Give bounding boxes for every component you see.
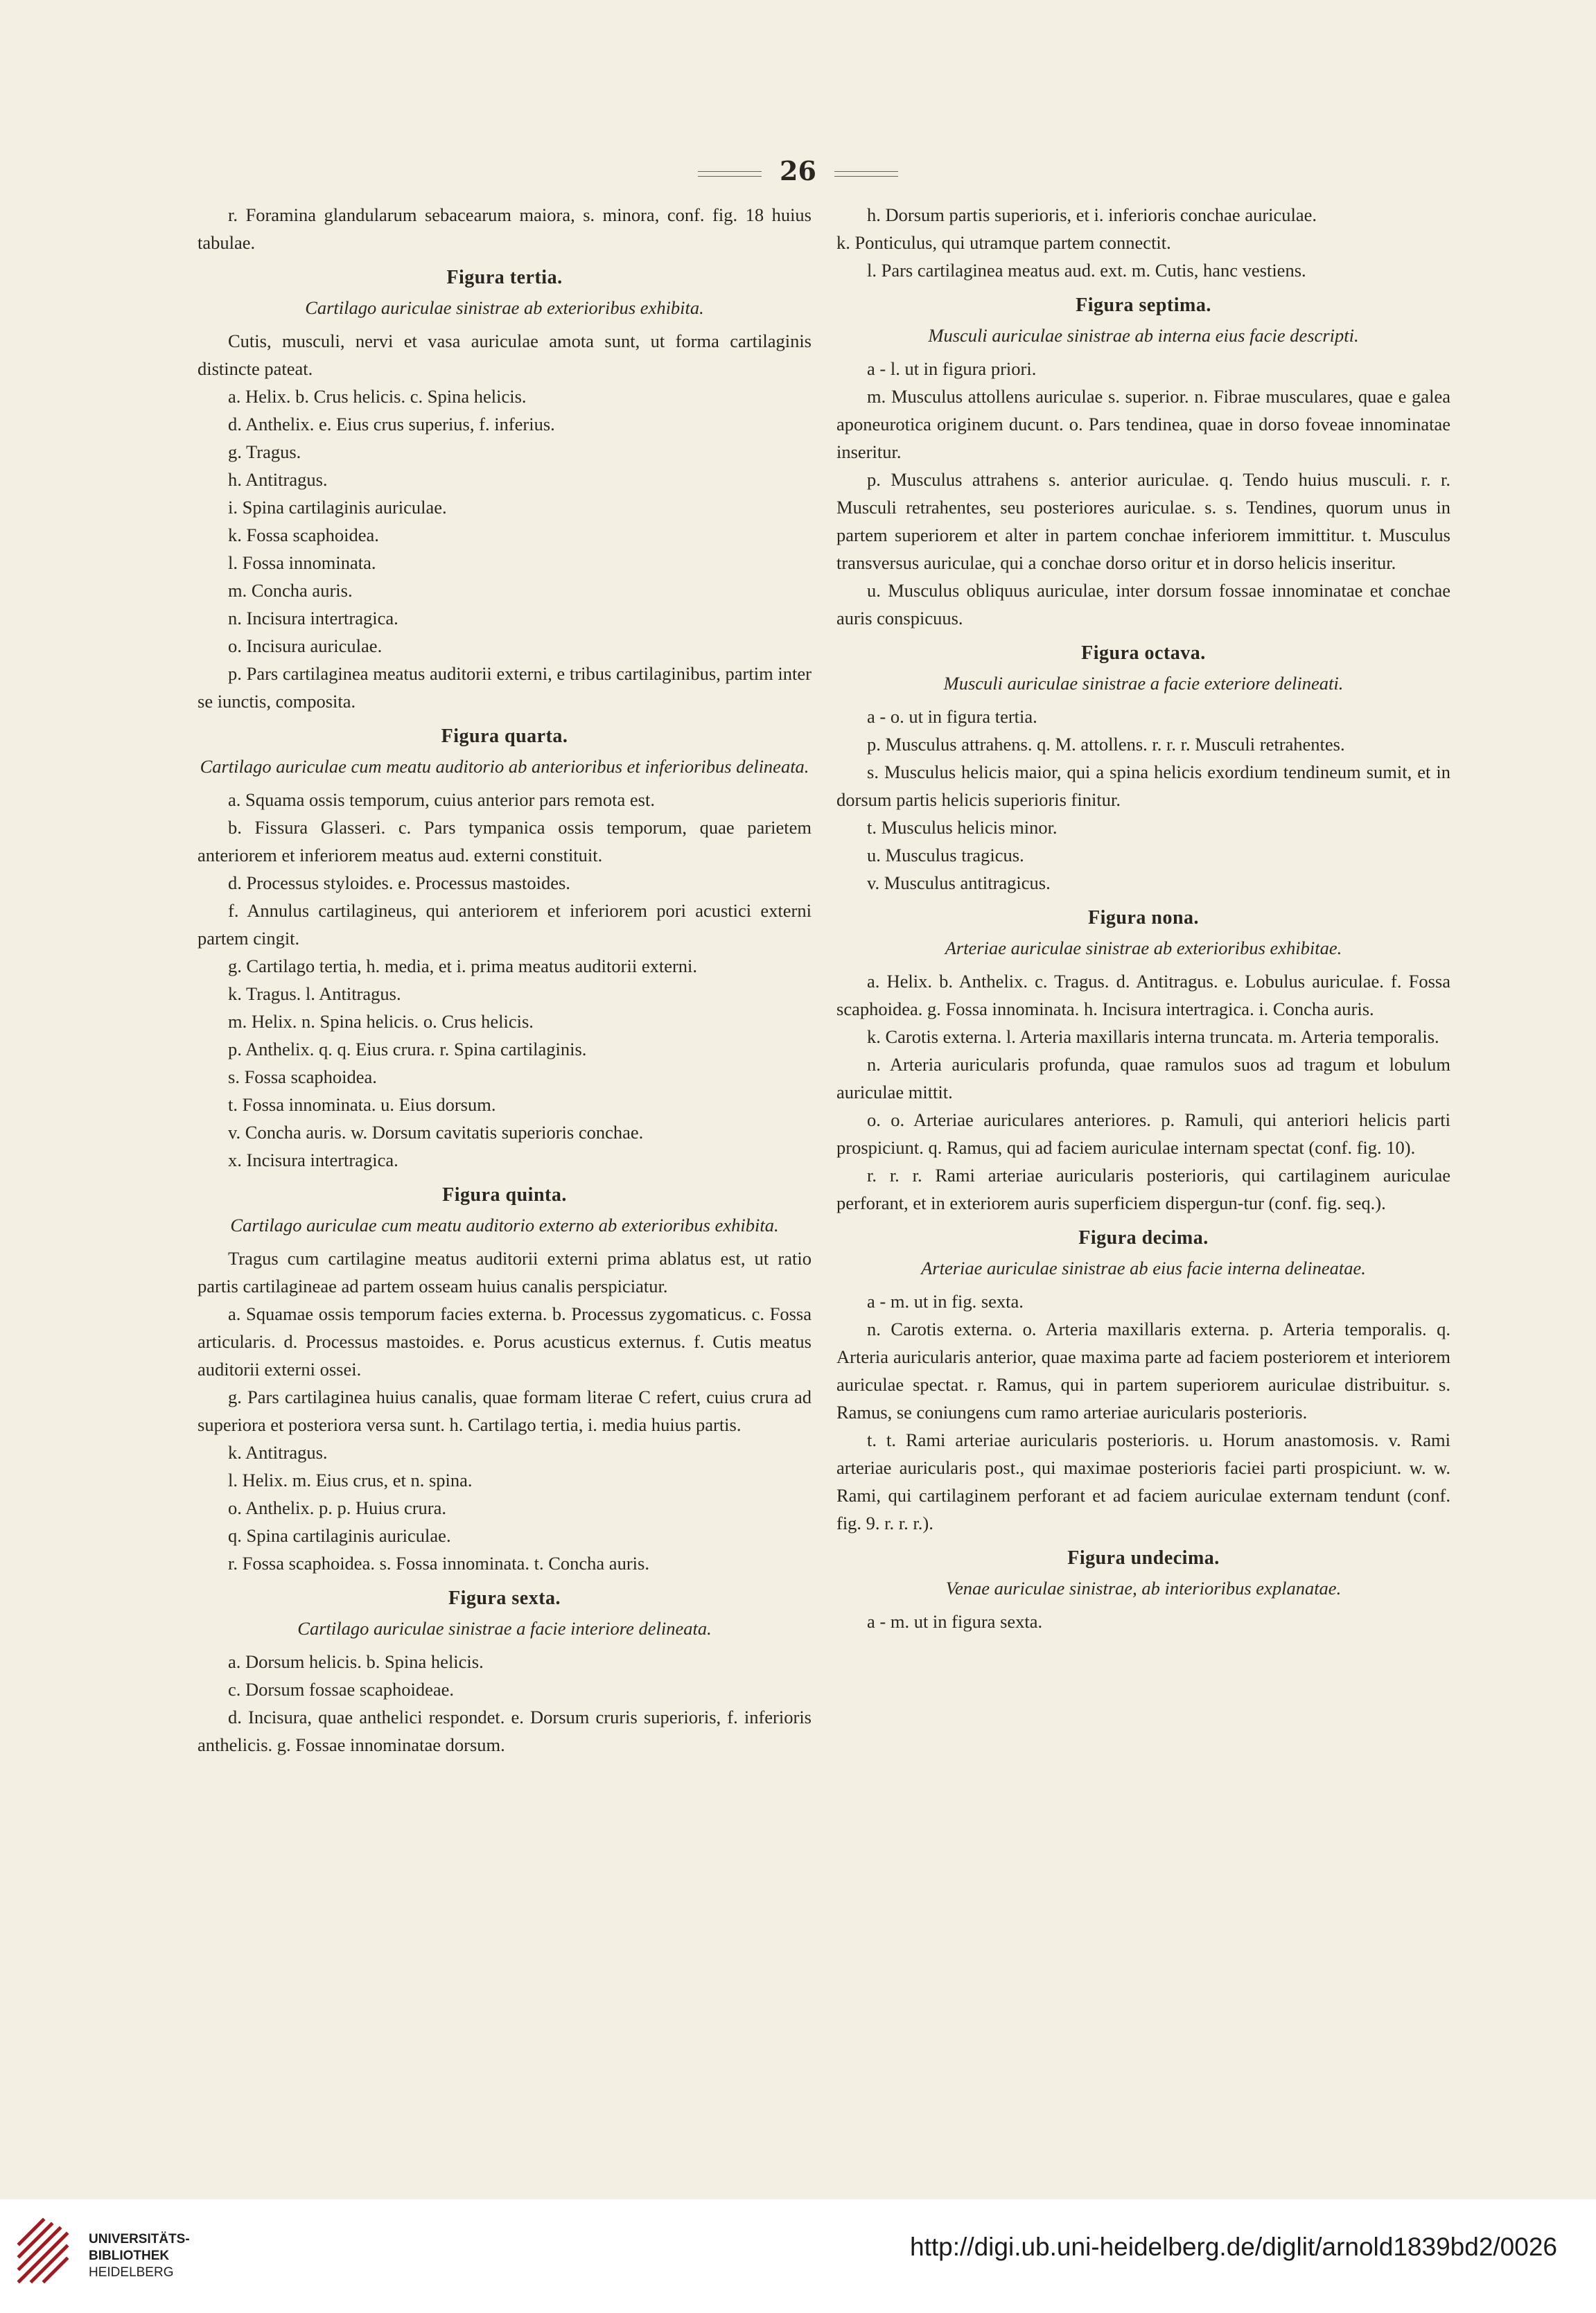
right-column bbox=[836, 201, 1450, 1635]
right-column-paragraph: n. Carotis externa. o. Arteria maxillaris externa. p. Arteria temporalis. q. Arteria auricularis anterior, quae maxima parte ad faciem posteriorem et interiorem auriculae spectat. r. Ramus, qui in partem superiorem auriculae distribuitur. s. Ramus, se coniungens cum ramo arteriae auricularis posterioris. bbox=[836, 1319, 1450, 1423]
left-column bbox=[198, 201, 812, 1759]
left-column-paragraph: d. Processus styloides. e. Processus mastoides. bbox=[228, 872, 570, 893]
right-column-paragraph: a. Helix. b. Anthelix. c. Tragus. d. Antitragus. e. Lobulus auriculae. f. Fossa scaphoidea. g. Fossa innominata. h. Incisura intertragica. i. Concha auris. bbox=[836, 971, 1450, 1019]
left-column-paragraph: k. Fossa scaphoidea. bbox=[228, 525, 379, 545]
left-column-paragraph: d. Anthelix. e. Eius crus superius, f. inferius. bbox=[228, 414, 555, 434]
left-column-paragraph: c. Dorsum fossae scaphoideae. bbox=[228, 1679, 454, 1700]
figure-caption: Musculi auriculae sinistrae ab interna eius facie descripti. bbox=[928, 325, 1359, 346]
left-column-paragraph: Tragus cum cartilagine meatus auditorii externi prima ablatus est, ut ratio partis cartilagineae ad partem osseam huius canalis perspiciatur. bbox=[198, 1248, 812, 1296]
right-column-paragraph: l. Pars cartilaginea meatus aud. ext. m. Cutis, hanc vestiens. bbox=[867, 260, 1306, 281]
right-column-paragraph: u. Musculus obliquus auriculae, inter dorsum fossae innominatae et conchae auris conspicuus. bbox=[836, 580, 1450, 628]
library-name-line-3: HEIDELBERG bbox=[89, 2265, 174, 2280]
left-column-paragraph: v. Concha auris. w. Dorsum cavitatis superioris conchae. bbox=[228, 1122, 644, 1143]
left-column-paragraph: i. Spina cartilaginis auriculae. bbox=[228, 497, 447, 518]
library-name-line-2: BIBLIOTHEK bbox=[89, 2249, 170, 2263]
figure-heading: Figura nona. bbox=[1087, 907, 1200, 929]
figure-heading: Figura octava. bbox=[1081, 642, 1206, 664]
figure-heading: Figura undecima. bbox=[1067, 1547, 1220, 1569]
right-column-paragraph: r. r. r. Rami arteriae auricularis posterioris, qui cartilaginem auriculae perforant, et in exteriorem auris superficiem dispergun-tur (conf. fig. seq.). bbox=[836, 1165, 1450, 1213]
left-column-paragraph: a. Squama ossis temporum, cuius anterior pars remota est. bbox=[228, 789, 655, 810]
figure-caption: Cartilago auriculae cum meatu auditorio ab anterioribus et inferioribus delineata. bbox=[200, 756, 809, 777]
left-column-paragraph: f. Annulus cartilagineus, qui anteriorem et inferiorem pori acustici externi partem cingit. bbox=[198, 900, 812, 949]
library-name-line-1: UNIVERSITÄTS- bbox=[89, 2232, 190, 2246]
left-column-paragraph: b. Fissura Glasseri. c. Pars tympanica ossis temporum, quae parietem anteriorem et inferiorem meatus aud. externi constituit. bbox=[198, 817, 812, 865]
left-column-paragraph: l. Helix. m. Eius crus, et n. spina. bbox=[228, 1470, 473, 1490]
left-column-paragraph: l. Fossa innominata. bbox=[228, 552, 376, 573]
left-column-paragraph: Cutis, musculi, nervi et vasa auriculae amota sunt, ut forma cartilaginis distincte pateat. bbox=[198, 331, 812, 379]
right-column-paragraph: k. Ponticulus, qui utramque partem connectit. bbox=[836, 232, 1171, 253]
library-logo-icon bbox=[15, 2216, 71, 2285]
left-column-paragraph: p. Pars cartilaginea meatus auditorii externi, e tribus cartilaginibus, partim inter se iunctis, composita. bbox=[198, 663, 812, 712]
left-column-paragraph: a. Dorsum helicis. b. Spina helicis. bbox=[228, 1651, 484, 1672]
figure-caption: Cartilago auriculae sinistrae ab exterioribus exhibita. bbox=[305, 297, 704, 318]
figure-caption: Arteriae auriculae sinistrae ab exterioribus exhibitae. bbox=[945, 938, 1342, 958]
left-column-paragraph: o. Anthelix. p. p. Huius crura. bbox=[228, 1497, 447, 1518]
left-column-paragraph: k. Tragus. l. Antitragus. bbox=[228, 983, 401, 1004]
permalink-link[interactable]: http://digi.ub.uni-heidelberg.de/diglit/arnold1839bd2/0026 bbox=[910, 2233, 1557, 2261]
figure-heading: Figura septima. bbox=[1076, 294, 1211, 316]
left-column-paragraph: p. Anthelix. q. q. Eius crura. r. Spina cartilaginis. bbox=[228, 1039, 587, 1059]
left-column-paragraph: g. Tragus. bbox=[228, 441, 301, 462]
right-column-paragraph: v. Musculus antitragicus. bbox=[867, 872, 1051, 893]
figure-caption: Cartilago auriculae cum meatu auditorio externo ab exterioribus exhibita. bbox=[230, 1215, 779, 1235]
right-column-paragraph: p. Musculus attrahens s. anterior auriculae. q. Tendo huius musculi. r. r. Musculi retrahentes, seu posteriores auriculae. s. s. Tendines, quorum unus in partem superiorem et alter in partem conchae inferiorem immittitur. t. Musculus transversus auriculae, qui a conchae dorso oritur et in dorso helicis inseritur. bbox=[836, 469, 1450, 573]
right-column-paragraph: m. Musculus attollens auriculae s. superior. n. Fibrae musculares, quae e galea aponeurotica originem ducunt. o. Pars tendinea, quae in dorso foveae innominatae inseritur. bbox=[836, 386, 1450, 462]
left-column-paragraph: o. Incisura auriculae. bbox=[228, 635, 383, 656]
left-column-paragraph: k. Antitragus. bbox=[228, 1442, 328, 1463]
left-column-paragraph: a. Squamae ossis temporum facies externa. b. Processus zygomaticus. c. Fossa articularis. d. Processus mastoides. e. Porus acusticus externus. f. Cutis meatus auditorii externi ossei. bbox=[198, 1303, 812, 1380]
left-column-paragraph: m. Helix. n. Spina helicis. o. Crus helicis. bbox=[228, 1011, 534, 1032]
library-name bbox=[89, 2231, 190, 2281]
right-column-paragraph: o. o. Arteriae auriculares anteriores. p. Ramuli, qui anteriori helicis parti prospiciunt. q. Ramus, qui ad faciem auriculae internam spectat (conf. fig. 10). bbox=[836, 1109, 1450, 1158]
figure-caption: Musculi auriculae sinistrae a facie exteriore delineati. bbox=[943, 673, 1344, 694]
left-column-paragraph: n. Incisura intertragica. bbox=[228, 608, 398, 628]
figure-caption: Cartilago auriculae sinistrae a facie interiore delineata. bbox=[297, 1618, 712, 1639]
left-column-paragraph: t. Fossa innominata. u. Eius dorsum. bbox=[228, 1094, 496, 1115]
right-column-paragraph: t. Musculus helicis minor. bbox=[867, 817, 1058, 838]
right-column-paragraph: n. Arteria auricularis profunda, quae ramulos suos ad tragum et lobulum auriculae mittit. bbox=[836, 1054, 1450, 1102]
left-column-paragraph: g. Cartilago tertia, h. media, et i. prima meatus auditorii externi. bbox=[228, 956, 698, 976]
right-column-paragraph: u. Musculus tragicus. bbox=[867, 845, 1024, 865]
right-column-paragraph: s. Musculus helicis maior, qui a spina helicis exordium tendineum sumit, et in dorsum partis helicis superioris finitur. bbox=[836, 762, 1450, 810]
right-column-paragraph: h. Dorsum partis superioris, et i. inferioris conchae auriculae. bbox=[867, 204, 1317, 225]
figure-heading: Figura sexta. bbox=[448, 1588, 561, 1609]
figure-heading: Figura tertia. bbox=[446, 267, 563, 288]
figure-caption: Arteriae auriculae sinistrae ab eius facie interna delineatae. bbox=[921, 1258, 1366, 1278]
figure-heading: Figura quinta. bbox=[442, 1184, 567, 1206]
right-column-paragraph: a - o. ut in figura tertia. bbox=[867, 706, 1037, 727]
figure-caption: Venae auriculae sinistrae, ab interioribus explanatae. bbox=[945, 1578, 1342, 1599]
right-column-paragraph: a - l. ut in figura priori. bbox=[867, 358, 1037, 379]
figure-heading: Figura decima. bbox=[1078, 1227, 1209, 1249]
left-column-paragraph: x. Incisura intertragica. bbox=[228, 1150, 398, 1170]
left-column-paragraph: r. Foramina glandularum sebacearum maiora, s. minora, conf. fig. 18 huius tabulae. bbox=[198, 204, 812, 253]
page-number: 26 bbox=[0, 155, 1596, 186]
left-column-paragraph: q. Spina cartilaginis auriculae. bbox=[228, 1525, 451, 1546]
right-column-paragraph: a - m. ut in fig. sexta. bbox=[867, 1291, 1024, 1312]
left-column-paragraph: d. Incisura, quae anthelici respondet. e. Dorsum cruris superioris, f. inferioris anthelicis. g. Fossae innominatae dorsum. bbox=[198, 1707, 812, 1755]
left-column-paragraph: g. Pars cartilaginea huius canalis, quae formam literae C refert, cuius crura ad superiora et posteriora versa sunt. h. Cartilago tertia, i. media huius partis. bbox=[198, 1387, 812, 1435]
right-column-paragraph: t. t. Rami arteriae auricularis posterioris. u. Horum anastomosis. v. Rami arteriae auricularis post., qui maximae posterioris faciei parti prospiciunt. w. w. Rami, qui cartilaginem perforant et ad faciem auriculae externam tendunt (conf. fig. 9. r. r. r.). bbox=[836, 1430, 1450, 1533]
right-column-paragraph: a - m. ut in figura sexta. bbox=[867, 1611, 1043, 1632]
left-column-paragraph: h. Antitragus. bbox=[228, 469, 328, 490]
right-column-paragraph: p. Musculus attrahens. q. M. attollens. r. r. r. Musculi retrahentes. bbox=[867, 734, 1345, 755]
left-column-paragraph: m. Concha auris. bbox=[228, 580, 353, 601]
left-column-paragraph: r. Fossa scaphoidea. s. Fossa innominata. t. Concha auris. bbox=[228, 1553, 649, 1574]
left-column-paragraph: a. Helix. b. Crus helicis. c. Spina helicis. bbox=[228, 386, 527, 407]
left-column-paragraph: s. Fossa scaphoidea. bbox=[228, 1066, 377, 1087]
right-column-paragraph: k. Carotis externa. l. Arteria maxillaris interna truncata. m. Arteria temporalis. bbox=[867, 1026, 1439, 1047]
figure-heading: Figura quarta. bbox=[441, 725, 568, 747]
